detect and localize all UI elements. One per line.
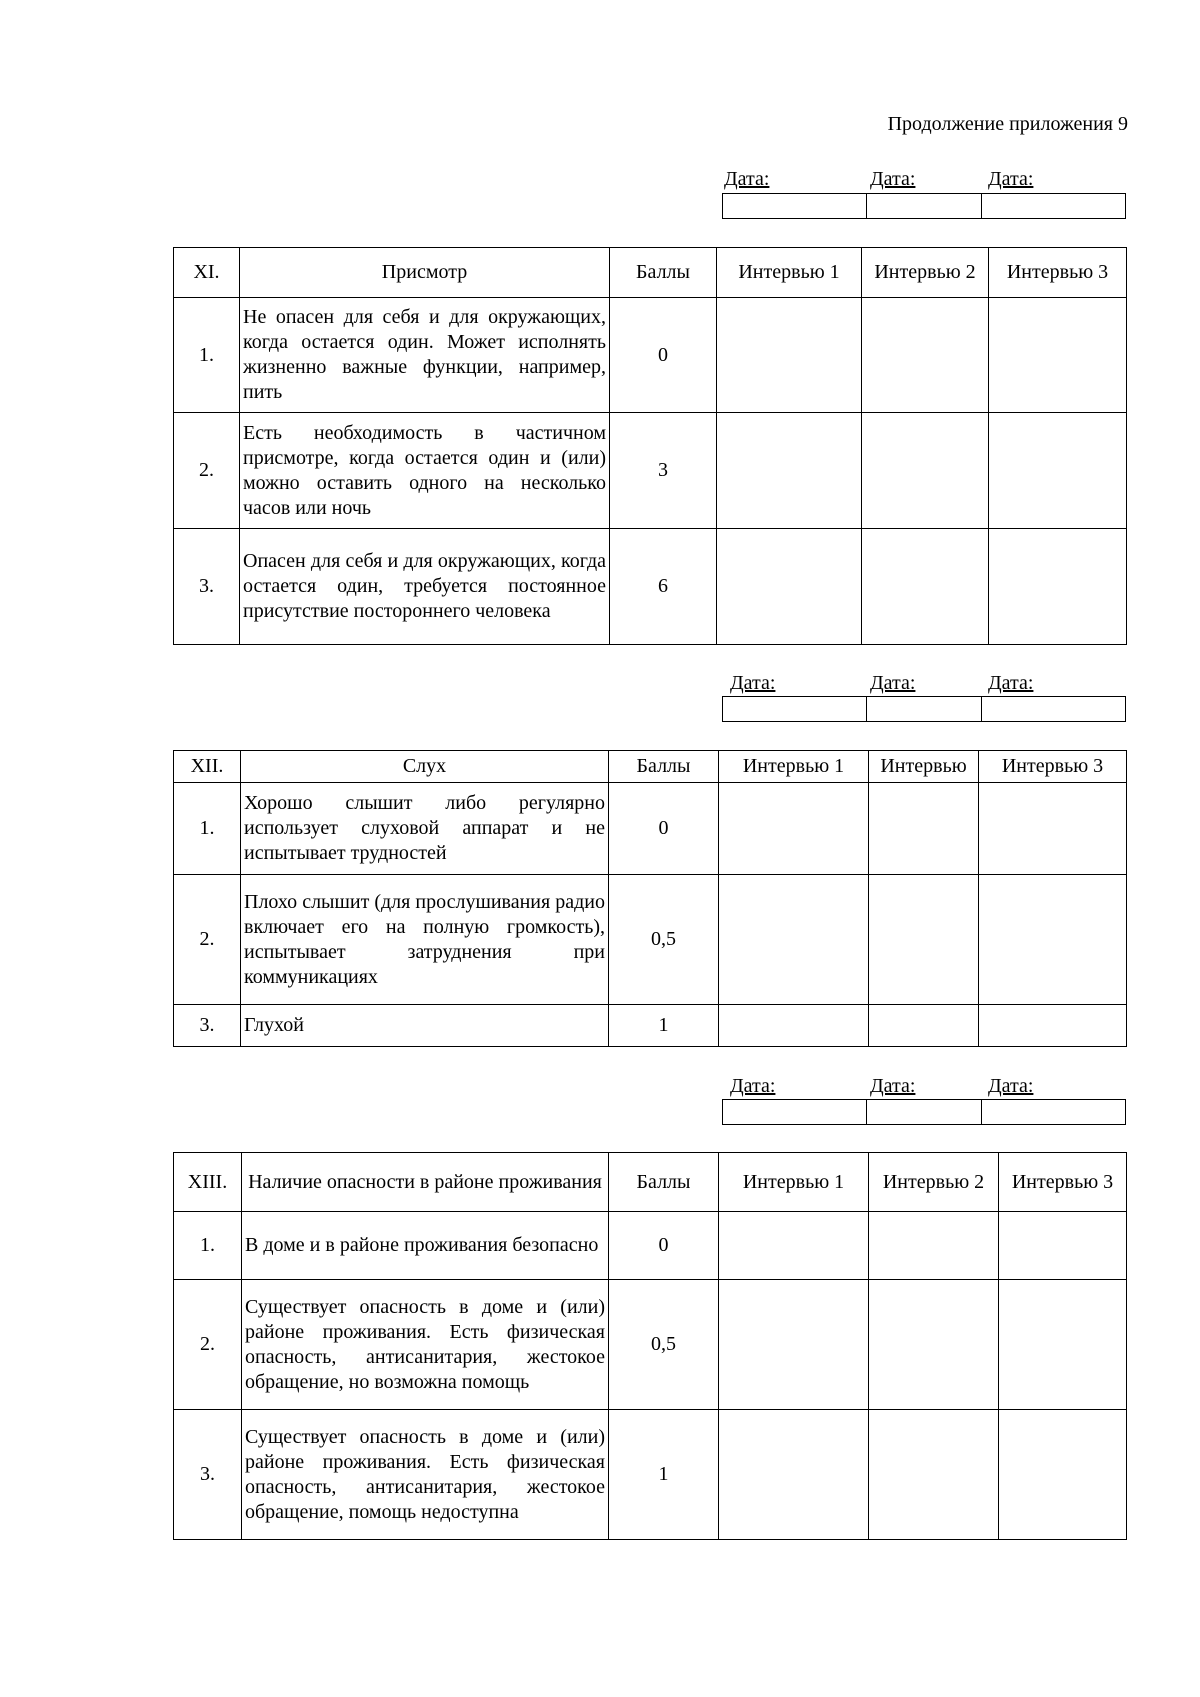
table-row <box>174 875 1127 1005</box>
table-header-row <box>174 248 1127 298</box>
interview-1-cell[interactable] <box>717 298 862 413</box>
interview-1-header: Интервью 1 <box>719 1153 869 1212</box>
row-score: 1 <box>609 1005 719 1047</box>
section-number: XII. <box>174 751 241 783</box>
date-field-1[interactable] <box>723 1100 867 1124</box>
row-description: Опасен для себя и для окружающих, когда остается один, требуется постоянное присутствие постороннего человека <box>240 529 610 645</box>
interview-1-cell[interactable] <box>719 1410 869 1540</box>
table-row <box>174 1280 1127 1410</box>
date-label: Дата: <box>870 168 916 190</box>
date-field-1[interactable] <box>723 697 867 721</box>
interview-1-cell[interactable] <box>719 783 869 875</box>
interview-3-header: Интервью 3 <box>979 751 1127 783</box>
row-number: 3. <box>174 1410 242 1540</box>
section-number: XI. <box>174 248 240 298</box>
row-number: 3. <box>174 529 240 645</box>
row-score: 0 <box>610 298 717 413</box>
date-field-2[interactable] <box>867 1100 981 1124</box>
date-label: Дата: <box>870 1075 916 1097</box>
interview-3-cell[interactable] <box>979 783 1127 875</box>
row-description: Есть необходимость в частичном присмотре, когда остается один и (или) можно оставить одного на несколько часов или ночь <box>240 413 610 529</box>
interview-2-cell[interactable] <box>869 1005 979 1047</box>
table-row <box>174 413 1127 529</box>
date-label: Дата: <box>988 672 1034 694</box>
interview-1-header: Интервью 1 <box>717 248 862 298</box>
table-row <box>174 298 1127 413</box>
interview-3-cell[interactable] <box>999 1410 1127 1540</box>
interview-1-cell[interactable] <box>719 1280 869 1410</box>
row-description: Плохо слышит (для прослушивания радио включает его на полную громкость), испытывает затруднения при коммуникациях <box>241 875 609 1005</box>
interview-3-cell[interactable] <box>999 1212 1127 1280</box>
date-field-3[interactable] <box>982 194 1125 218</box>
score-header: Баллы <box>609 751 719 783</box>
interview-2-header: Интервью 2 <box>869 1153 999 1212</box>
row-score: 6 <box>610 529 717 645</box>
interview-1-cell[interactable] <box>719 875 869 1005</box>
row-score: 0,5 <box>609 875 719 1005</box>
table-row <box>174 783 1127 875</box>
interview-2-cell[interactable] <box>862 298 989 413</box>
row-number: 1. <box>174 783 241 875</box>
row-number: 1. <box>174 1212 242 1280</box>
interview-3-cell[interactable] <box>979 1005 1127 1047</box>
row-description: Хорошо слышит либо регулярно использует слуховой аппарат и не испытывает трудностей <box>241 783 609 875</box>
table-header-row <box>174 1153 1127 1212</box>
interview-2-header: Интервью <box>869 751 979 783</box>
date-label: Дата: <box>988 1075 1034 1097</box>
interview-3-header: Интервью 3 <box>999 1153 1127 1212</box>
score-header: Баллы <box>610 248 717 298</box>
interview-2-cell[interactable] <box>869 783 979 875</box>
score-header: Баллы <box>609 1153 719 1212</box>
interview-1-cell[interactable] <box>717 529 862 645</box>
row-score: 0 <box>609 1212 719 1280</box>
table-header-row <box>174 751 1127 783</box>
table-xii <box>173 750 1127 1047</box>
date-label: Дата: <box>870 672 916 694</box>
row-description: Глухой <box>241 1005 609 1047</box>
date-label: Дата: <box>730 1075 776 1097</box>
row-number: 3. <box>174 1005 241 1047</box>
table-xi <box>173 247 1127 645</box>
date-field-3[interactable] <box>982 1100 1125 1124</box>
row-score: 0,5 <box>609 1280 719 1410</box>
row-description: Не опасен для себя и для окружающих, когда остается один. Может исполнять жизненно важные функции, например, пить <box>240 298 610 413</box>
interview-3-cell[interactable] <box>979 875 1127 1005</box>
date-field-3[interactable] <box>982 697 1125 721</box>
interview-3-cell[interactable] <box>999 1280 1127 1410</box>
row-description: Существует опасность в доме и (или) районе проживания. Есть физическая опасность, антисанитария, жестокое обращение, но возможна помощь <box>242 1280 609 1410</box>
interview-3-cell[interactable] <box>989 298 1127 413</box>
row-score: 0 <box>609 783 719 875</box>
section-title: Наличие опасности в районе проживания <box>242 1153 609 1212</box>
interview-1-header: Интервью 1 <box>719 751 869 783</box>
interview-3-header: Интервью 3 <box>989 248 1127 298</box>
row-description: В доме и в районе проживания безопасно <box>242 1212 609 1280</box>
row-number: 2. <box>174 875 241 1005</box>
date-field-2[interactable] <box>867 194 981 218</box>
interview-1-cell[interactable] <box>719 1212 869 1280</box>
interview-3-cell[interactable] <box>989 529 1127 645</box>
interview-1-cell[interactable] <box>719 1005 869 1047</box>
row-number: 1. <box>174 298 240 413</box>
interview-2-cell[interactable] <box>869 875 979 1005</box>
table-xiii <box>173 1152 1127 1540</box>
row-description: Существует опасность в доме и (или) районе проживания. Есть физическая опасность, антисанитария, жестокое обращение, помощь недоступна <box>242 1410 609 1540</box>
date-boxes-xiii <box>722 1099 1126 1125</box>
date-boxes-xii <box>722 696 1126 722</box>
date-boxes-xi <box>722 193 1126 219</box>
section-number: XIII. <box>174 1153 242 1212</box>
table-row <box>174 1410 1127 1540</box>
interview-2-cell[interactable] <box>862 529 989 645</box>
table-row <box>174 1212 1127 1280</box>
section-title: Слух <box>241 751 609 783</box>
interview-2-cell[interactable] <box>862 413 989 529</box>
row-score: 1 <box>609 1410 719 1540</box>
interview-2-cell[interactable] <box>869 1280 999 1410</box>
interview-2-header: Интервью 2 <box>862 248 989 298</box>
table-row <box>174 529 1127 645</box>
appendix-caption: Продолжение приложения 9 <box>887 113 1128 135</box>
interview-3-cell[interactable] <box>989 413 1127 529</box>
table-row <box>174 1005 1127 1047</box>
row-number: 2. <box>174 1280 242 1410</box>
date-label: Дата: <box>988 168 1034 190</box>
date-field-2[interactable] <box>867 697 981 721</box>
interview-2-cell[interactable] <box>869 1410 999 1540</box>
date-label: Дата: <box>724 168 770 190</box>
row-score: 3 <box>610 413 717 529</box>
date-label: Дата: <box>730 672 776 694</box>
interview-2-cell[interactable] <box>869 1212 999 1280</box>
date-field-1[interactable] <box>723 194 867 218</box>
row-number: 2. <box>174 413 240 529</box>
section-title: Присмотр <box>240 248 610 298</box>
interview-1-cell[interactable] <box>717 413 862 529</box>
